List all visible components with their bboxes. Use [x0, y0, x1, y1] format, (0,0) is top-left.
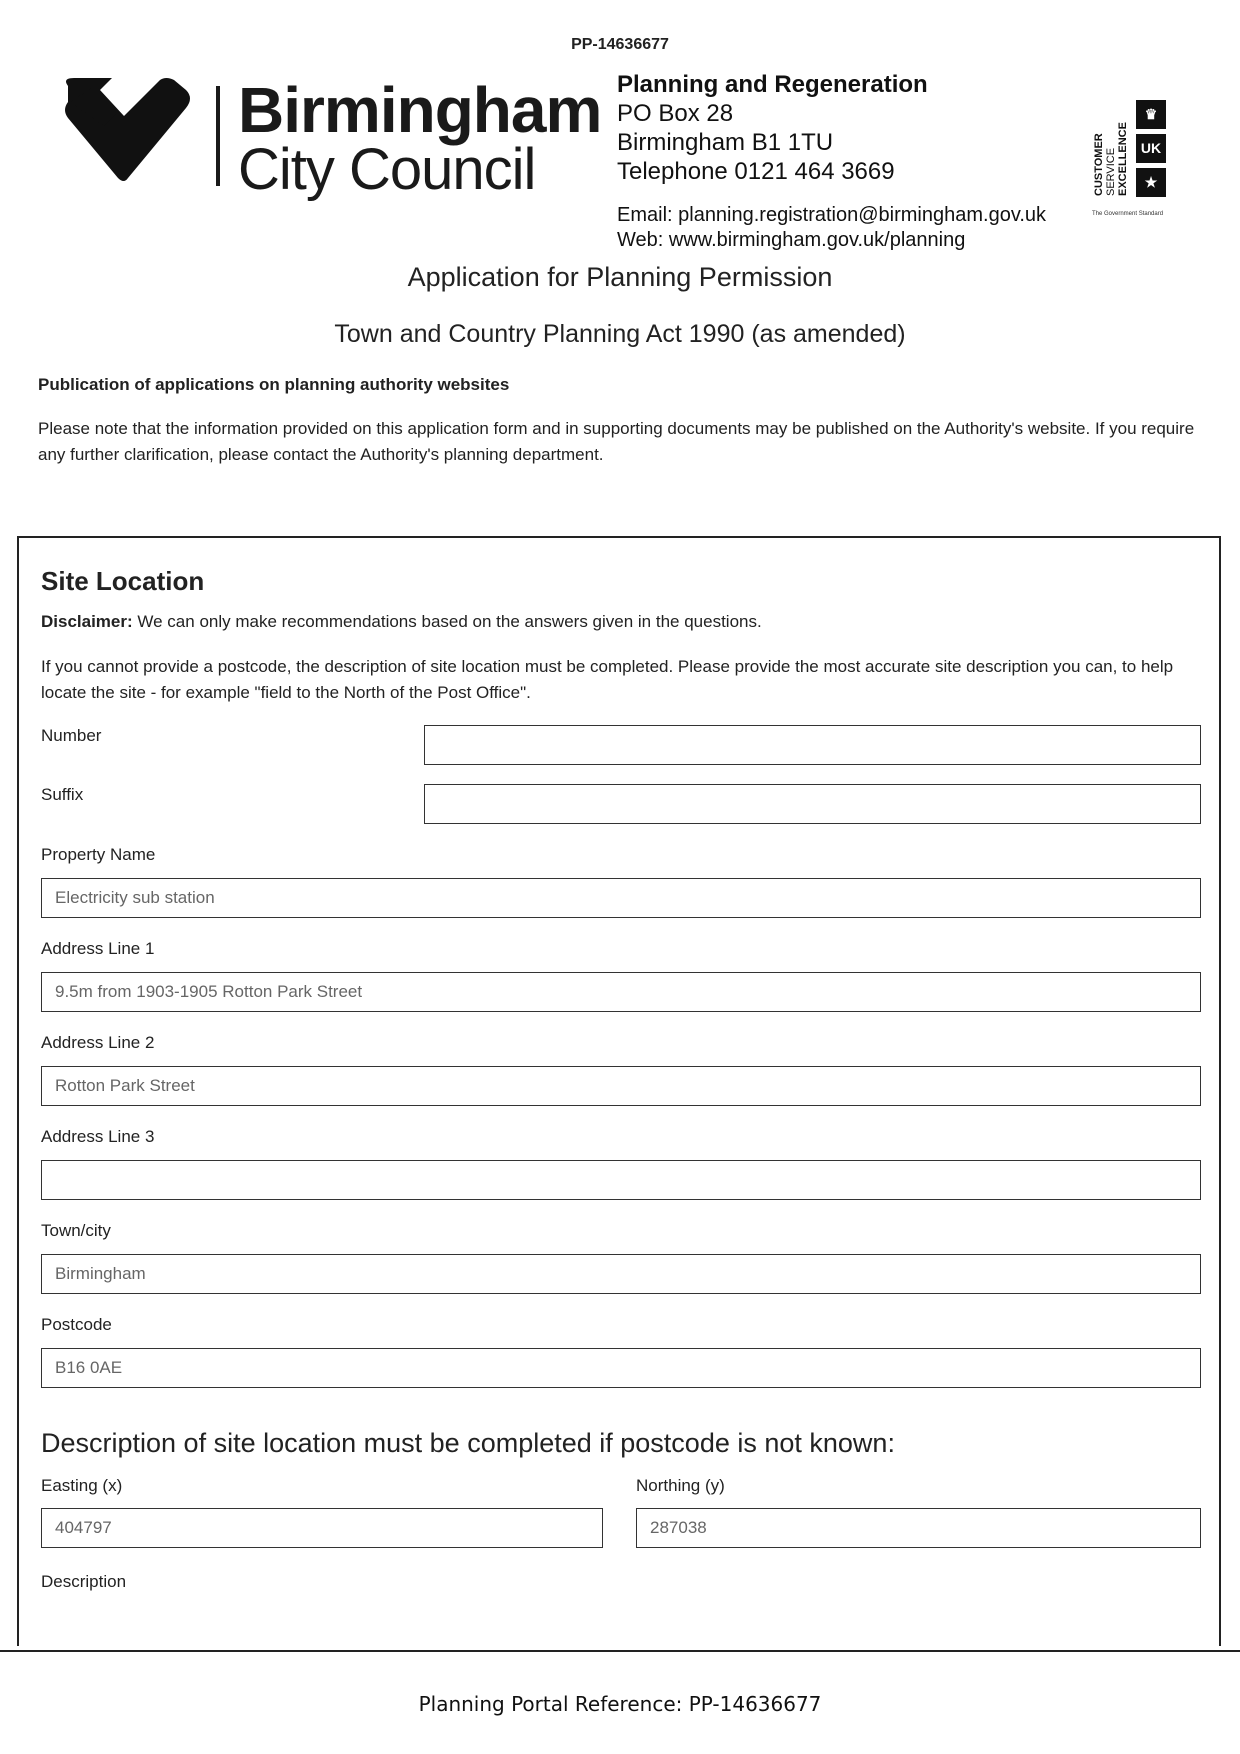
address-line1-field[interactable]: 9.5m from 1903-1905 Rotton Park Street: [41, 972, 1201, 1012]
number-field[interactable]: [424, 725, 1201, 765]
logo-line2: City Council: [238, 137, 536, 202]
badge-text: [1090, 100, 1129, 200]
telephone: Telephone 0121 464 3669: [617, 158, 895, 185]
postcode-info: If you cannot provide a postcode, the description of site location must be completed. Please provide the most accurate site description you can, to help locate the site - for example "field to the North of the Post Office".: [41, 657, 1174, 702]
heart-icon: [62, 78, 192, 188]
reference-number-top: PP-14636677: [571, 36, 669, 53]
postcode-field[interactable]: B16 0AE: [41, 1348, 1201, 1388]
form-title: Application for Planning Permission: [407, 262, 833, 292]
department-name: Planning and Regeneration: [617, 71, 928, 98]
badge-line1: CUSTOMER: [1093, 133, 1105, 196]
disclaimer-text: We can only make recommendations based on the answers given in the questions.: [132, 612, 762, 631]
easting-label: Easting (x): [41, 1476, 123, 1495]
property-name-field[interactable]: Electricity sub station: [41, 878, 1201, 918]
footer-reference: Planning Portal Reference: PP-14636677: [418, 1692, 822, 1716]
site-location-section: [17, 536, 1221, 1646]
suffix-field[interactable]: [424, 784, 1201, 824]
badge-line3: EXCELLENCE: [1117, 122, 1129, 196]
contact-block: [617, 70, 1046, 253]
publication-heading: Publication of applications on planning authority websites: [38, 375, 510, 394]
northing-label: Northing (y): [636, 1476, 725, 1495]
badge-standard: The Government Standard: [1092, 211, 1164, 217]
logo-line1: Birmingham: [238, 74, 602, 146]
council-logo: [62, 74, 602, 208]
disclaimer: [41, 612, 762, 632]
logo-divider: [216, 86, 220, 186]
description-label: Description: [41, 1572, 127, 1591]
form-subtitle: Town and Country Planning Act 1990 (as amended): [334, 320, 906, 348]
disclaimer-label: Disclaimer:: [41, 612, 133, 631]
address-line1-label: Address Line 1: [41, 939, 155, 958]
property-name-label: Property Name: [41, 845, 156, 864]
easting-field[interactable]: 404797: [41, 1508, 603, 1548]
number-label: Number: [41, 726, 102, 745]
address-line2-field[interactable]: Rotton Park Street: [41, 1066, 1201, 1106]
customer-service-excellence-badge: [1090, 100, 1170, 222]
town-field[interactable]: Birmingham: [41, 1254, 1201, 1294]
description-heading: Description of site location must be completed if postcode is not known:: [41, 1428, 895, 1458]
email: Email: planning.registration@birmingham.gov.uk: [617, 204, 1047, 226]
town-label: Town/city: [41, 1221, 111, 1240]
publication-text: Please note that the information provided on this application form and in supporting documents may be published on the Authority's website. If you require any further clarification, please contact the Authority's planning department.: [38, 419, 1195, 464]
suffix-label: Suffix: [41, 785, 84, 804]
badge-uk: UK: [1136, 134, 1166, 163]
crown-icon: ♛: [1136, 100, 1166, 129]
address-line2-label: Address Line 2: [41, 1033, 155, 1052]
postcode-label: Postcode: [41, 1315, 112, 1334]
website: Web: www.birmingham.gov.uk/planning: [617, 229, 966, 251]
badge-line2: SERVICE: [1105, 147, 1117, 196]
city-postcode: Birmingham B1 1TU: [617, 129, 834, 156]
address-line3-label: Address Line 3: [41, 1127, 155, 1146]
address-line3-field[interactable]: [41, 1160, 1201, 1200]
star-icon: ★: [1136, 168, 1166, 197]
logo-wordmark: [238, 74, 602, 202]
po-box: PO Box 28: [617, 100, 734, 127]
section-title: Site Location: [41, 566, 205, 596]
northing-field[interactable]: 287038: [636, 1508, 1201, 1548]
footer-divider: [0, 1650, 1240, 1652]
